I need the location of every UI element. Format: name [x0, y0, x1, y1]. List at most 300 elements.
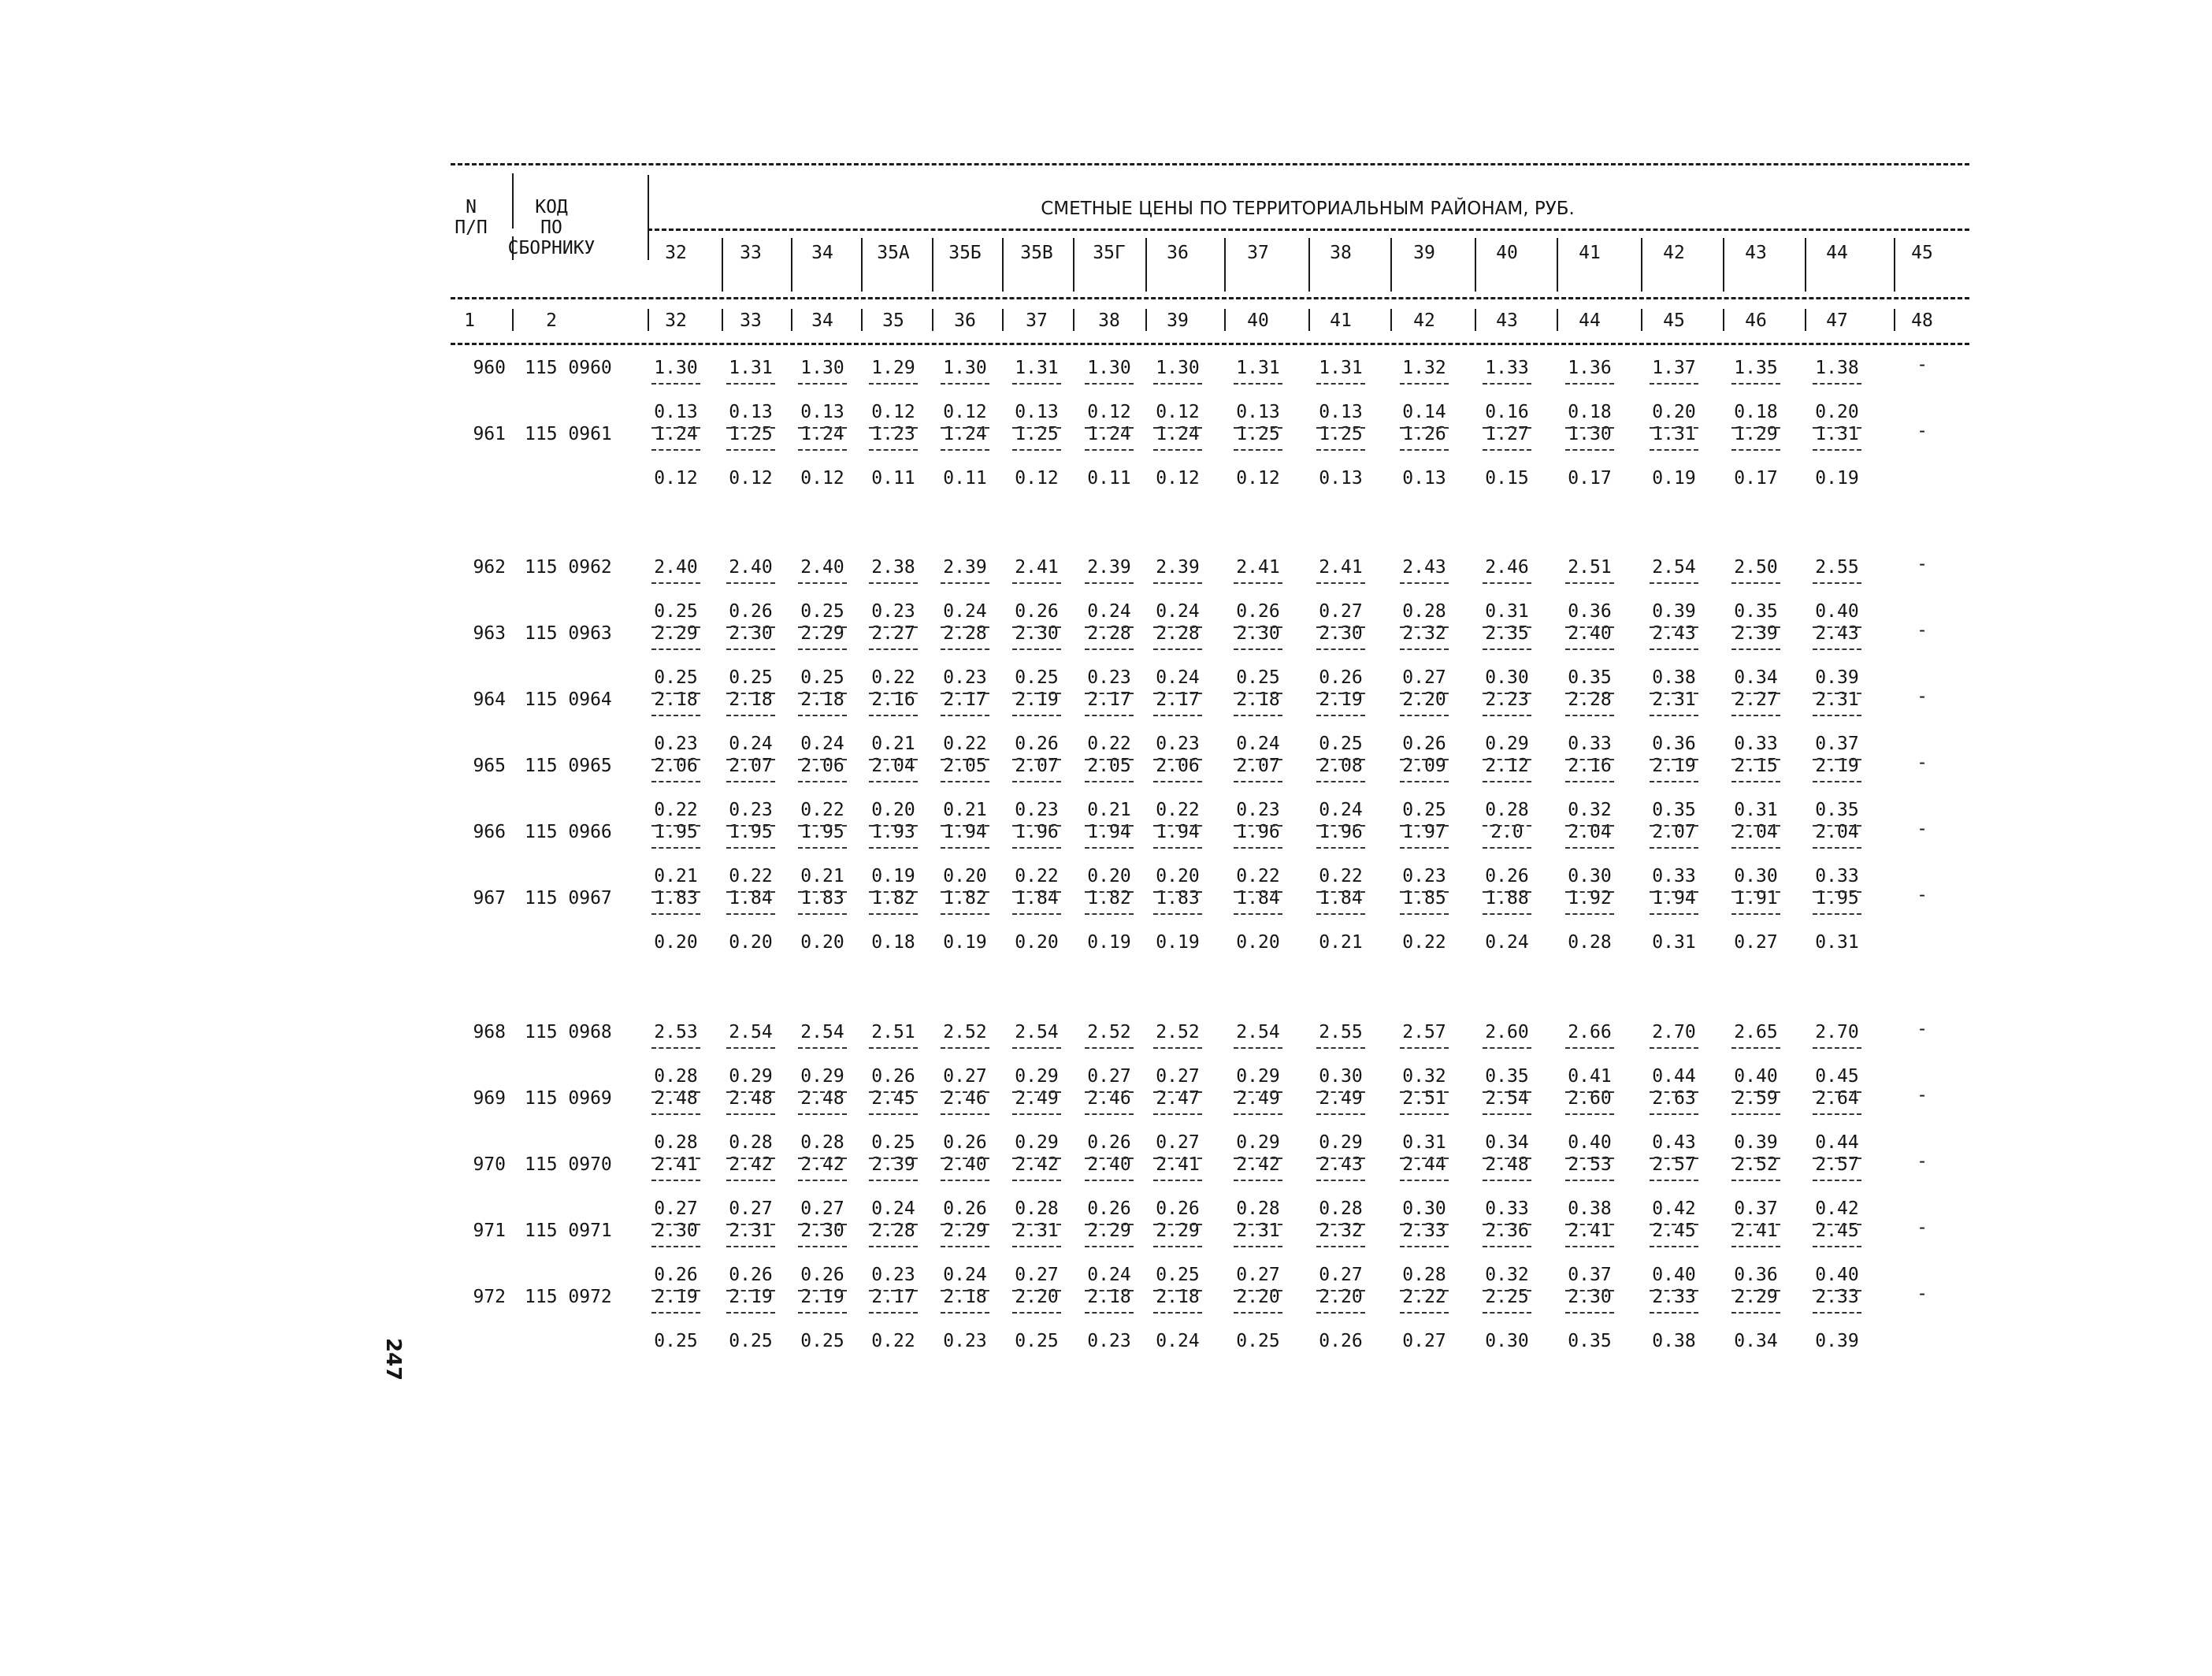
fraction-separator: [726, 626, 775, 628]
sub-value: 0.39: [1815, 667, 1859, 688]
fraction-separator: [1731, 715, 1780, 716]
fraction-separator: [1234, 847, 1282, 849]
fraction-separator: [798, 1312, 847, 1314]
fraction-separator: [1400, 847, 1449, 849]
sub-value: 0.27: [654, 1198, 698, 1219]
fraction-separator: [1813, 759, 1861, 760]
fraction-separator: [1234, 648, 1282, 650]
sub-value: 0.44: [1815, 1132, 1859, 1153]
fraction-separator: [941, 891, 989, 893]
fraction-separator: [869, 1113, 918, 1115]
region-num-divider: [861, 309, 863, 331]
sub-value: 0.22: [1156, 800, 1200, 820]
price-value: 1.32: [1402, 358, 1446, 378]
price-value: 2.50: [1734, 557, 1778, 578]
sub-value: 0.13: [1236, 402, 1280, 422]
region-header-42: 42: [1663, 243, 1685, 263]
sub-value: 0.35: [1485, 1066, 1529, 1087]
divider-code-prices: [648, 175, 649, 260]
price-value: 2.18: [1087, 1287, 1131, 1307]
fraction-separator: [869, 715, 918, 716]
fraction-separator: [798, 449, 847, 451]
fraction-separator: [726, 847, 775, 849]
price-value: 2.12: [1485, 756, 1529, 776]
sub-value: 0.28: [800, 1132, 844, 1153]
price-value: 1.31: [729, 358, 773, 378]
fraction-separator: [1012, 1113, 1061, 1115]
page-number: 247: [381, 1338, 405, 1381]
price-value: 1.30: [654, 358, 698, 378]
sub-value: 0.27: [1402, 667, 1446, 688]
fraction-separator: [1813, 693, 1861, 694]
sub-value: 0.26: [1319, 1331, 1363, 1351]
sub-value: 0.22: [1402, 932, 1446, 953]
fraction-separator: [1483, 1246, 1531, 1247]
fraction-separator: [1565, 847, 1614, 849]
price-value: 2.45: [1652, 1221, 1696, 1241]
sub-value: 0.31: [1402, 1132, 1446, 1153]
sub-value: 0.12: [1156, 468, 1200, 489]
fraction-separator: [651, 1047, 700, 1049]
price-value: 2.54: [1015, 1022, 1059, 1042]
price-value-45: -: [1917, 620, 1928, 641]
sub-value: 0.40: [1734, 1066, 1778, 1087]
sub-value: 0.25: [1015, 667, 1059, 688]
fraction-separator: [1085, 1180, 1134, 1181]
sub-value: 0.29: [1319, 1132, 1363, 1153]
price-value: 2.52: [1156, 1022, 1200, 1042]
fraction-separator: [798, 1246, 847, 1247]
region-header-45: 45: [1911, 243, 1933, 263]
fraction-separator: [651, 427, 700, 429]
price-value: 2.46: [1087, 1088, 1131, 1109]
sub-value: 0.26: [729, 1265, 773, 1285]
region-num-divider: [932, 309, 933, 331]
sub-value: 0.34: [1734, 667, 1778, 688]
sub-value: 0.32: [1568, 800, 1612, 820]
fraction-separator: [1012, 1180, 1061, 1181]
sub-value: 0.20: [654, 932, 698, 953]
sub-value: 0.13: [729, 402, 773, 422]
sub-value: 0.24: [1156, 667, 1200, 688]
sub-value: 0.21: [1087, 800, 1131, 820]
sub-value: 0.23: [1402, 866, 1446, 886]
sub-value: 0.30: [1485, 1331, 1529, 1351]
sub-value: 0.37: [1568, 1265, 1612, 1285]
sub-value: 0.19: [1815, 468, 1859, 489]
fraction-separator: [1085, 693, 1134, 694]
sub-value: 0.33: [1652, 866, 1696, 886]
fraction-separator: [1400, 582, 1449, 584]
column-number: 42: [1413, 310, 1435, 331]
fraction-separator: [1731, 1047, 1780, 1049]
price-value: 2.48: [729, 1088, 773, 1109]
price-value: 2.16: [1568, 756, 1612, 776]
sub-value: 0.21: [654, 866, 698, 886]
sub-value: 0.24: [1156, 601, 1200, 622]
fraction-separator: [1153, 759, 1202, 760]
fraction-separator: [651, 383, 700, 385]
fraction-separator: [1650, 781, 1698, 782]
sub-value: 0.24: [1485, 932, 1529, 953]
fraction-separator: [1400, 1113, 1449, 1115]
price-value: 1.33: [1485, 358, 1529, 378]
row-number: 964: [473, 689, 506, 710]
price-value: 1.30: [800, 358, 844, 378]
fraction-separator: [726, 1047, 775, 1049]
price-value: 1.92: [1568, 888, 1612, 909]
fraction-separator: [869, 759, 918, 760]
fraction-separator: [1153, 913, 1202, 915]
price-value-45: -: [1917, 1217, 1928, 1238]
fraction-separator: [726, 891, 775, 893]
fraction-separator: [1234, 1113, 1282, 1115]
price-value: 1.24: [1156, 424, 1200, 444]
row-number: 961: [473, 424, 506, 444]
price-value: 1.38: [1815, 358, 1859, 378]
fraction-separator: [1813, 781, 1861, 782]
fraction-separator: [1565, 1091, 1614, 1093]
fraction-separator: [651, 582, 700, 584]
fraction-separator: [1153, 715, 1202, 716]
fraction-separator: [1234, 383, 1282, 385]
sub-value: 0.43: [1652, 1132, 1696, 1153]
fraction-separator: [869, 1047, 918, 1049]
region-header-36: 36: [1167, 243, 1189, 263]
price-value-45: -: [1917, 885, 1928, 905]
sub-value: 0.23: [729, 800, 773, 820]
region-num-divider: [1723, 309, 1724, 331]
region-num-divider: [1390, 309, 1392, 331]
fraction-separator: [1316, 582, 1365, 584]
price-value: 2.30: [800, 1221, 844, 1241]
fraction-separator: [1731, 1290, 1780, 1291]
fraction-separator: [1085, 715, 1134, 716]
sub-value: 0.33: [1568, 734, 1612, 754]
price-value: 2.25: [1485, 1287, 1529, 1307]
fraction-separator: [798, 1113, 847, 1115]
sub-value: 0.24: [1087, 601, 1131, 622]
price-value: 1.95: [654, 822, 698, 842]
sub-value: 0.24: [871, 1198, 915, 1219]
price-value: 2.06: [800, 756, 844, 776]
column-header-code: ПО: [540, 217, 562, 238]
fraction-separator: [1650, 1047, 1698, 1049]
price-value: 2.42: [1015, 1154, 1059, 1175]
sub-value: 0.38: [1652, 1331, 1696, 1351]
fraction-separator: [1650, 582, 1698, 584]
fraction-separator: [1565, 1290, 1614, 1291]
price-value-45: -: [1917, 1085, 1928, 1106]
fraction-separator: [1650, 383, 1698, 385]
fraction-separator: [651, 891, 700, 893]
sub-value: 0.25: [800, 601, 844, 622]
fraction-separator: [1813, 1047, 1861, 1049]
sub-value: 0.32: [1402, 1066, 1446, 1087]
sub-value: 0.26: [871, 1066, 915, 1087]
region-header-38: 38: [1330, 243, 1352, 263]
price-value-45: -: [1917, 1151, 1928, 1172]
fraction-separator: [726, 693, 775, 694]
price-value: 2.41: [1734, 1221, 1778, 1241]
fraction-separator: [1565, 648, 1614, 650]
header-bottom-rule: [451, 343, 1969, 345]
sub-value: 0.26: [1015, 601, 1059, 622]
sub-value: 0.25: [654, 601, 698, 622]
column-number: 41: [1330, 310, 1352, 331]
sub-value: 0.24: [1087, 1265, 1131, 1285]
price-value: 2.30: [1319, 623, 1363, 644]
fraction-separator: [941, 648, 989, 650]
fraction-separator: [1234, 1290, 1282, 1291]
fraction-separator: [1085, 648, 1134, 650]
fraction-separator: [726, 759, 775, 760]
price-value: 2.39: [1734, 623, 1778, 644]
fraction-separator: [1012, 449, 1061, 451]
fraction-separator: [869, 693, 918, 694]
price-value: 2.42: [1236, 1154, 1280, 1175]
price-value: 2.28: [1568, 689, 1612, 710]
fraction-separator: [1813, 626, 1861, 628]
fraction-separator: [798, 693, 847, 694]
price-value: 1.94: [943, 822, 987, 842]
region-header-34: 34: [811, 243, 833, 263]
region-divider: [1390, 238, 1392, 292]
price-value: 2.19: [654, 1287, 698, 1307]
fraction-separator: [1316, 1312, 1365, 1314]
row-code: 115 0964: [525, 689, 612, 710]
fraction-separator: [1731, 1158, 1780, 1159]
price-value: 1.82: [943, 888, 987, 909]
fraction-separator: [941, 582, 989, 584]
price-value: 1.26: [1402, 424, 1446, 444]
fraction-separator: [1400, 1091, 1449, 1093]
sub-value: 0.40: [1815, 601, 1859, 622]
fraction-separator: [1012, 891, 1061, 893]
price-value: 2.16: [871, 689, 915, 710]
fraction-separator: [1483, 427, 1531, 429]
price-value: 2.27: [871, 623, 915, 644]
price-value: 1.31: [1236, 358, 1280, 378]
fraction-separator: [651, 1113, 700, 1115]
price-value: 2.41: [1568, 1221, 1612, 1241]
fraction-separator: [941, 449, 989, 451]
fraction-separator: [651, 715, 700, 716]
price-value: 1.24: [1087, 424, 1131, 444]
price-value: 2.64: [1815, 1088, 1859, 1109]
sub-value: 0.22: [729, 866, 773, 886]
fraction-separator: [1813, 1113, 1861, 1115]
price-value: 2.20: [1402, 689, 1446, 710]
fraction-separator: [1234, 1312, 1282, 1314]
fraction-separator: [726, 1113, 775, 1115]
price-value: 1.24: [943, 424, 987, 444]
fraction-separator: [1483, 1290, 1531, 1291]
fraction-separator: [1316, 759, 1365, 760]
price-value: 1.83: [800, 888, 844, 909]
row-code: 115 0968: [525, 1022, 612, 1042]
fraction-separator: [1012, 1091, 1061, 1093]
fraction-separator: [1813, 1091, 1861, 1093]
sub-value: 0.29: [1236, 1132, 1280, 1153]
fraction-separator: [1813, 1246, 1861, 1247]
fraction-separator: [869, 781, 918, 782]
price-value: 2.39: [871, 1154, 915, 1175]
fraction-separator: [1650, 1224, 1698, 1225]
sub-value: 0.11: [1087, 468, 1131, 489]
fraction-separator: [1650, 913, 1698, 915]
row-code: 115 0972: [525, 1287, 612, 1307]
region-num-divider: [1475, 309, 1476, 331]
price-value-45: -: [1917, 1019, 1928, 1039]
sub-value: 0.30: [1402, 1198, 1446, 1219]
price-value: 2.19: [729, 1287, 773, 1307]
fraction-separator: [869, 1224, 918, 1225]
row-code: 115 0966: [525, 822, 612, 842]
sub-value: 0.20: [1236, 932, 1280, 953]
fraction-separator: [1731, 891, 1780, 893]
fraction-separator: [1085, 847, 1134, 849]
fraction-separator: [1483, 825, 1531, 827]
sub-value: 0.23: [1087, 667, 1131, 688]
sub-value: 0.25: [1402, 800, 1446, 820]
fraction-separator: [1153, 781, 1202, 782]
sub-value: 0.27: [1156, 1132, 1200, 1153]
region-divider: [1224, 238, 1226, 292]
sub-value: 0.26: [1087, 1198, 1131, 1219]
fraction-separator: [1813, 913, 1861, 915]
fraction-separator: [1085, 1113, 1134, 1115]
sub-value: 0.29: [800, 1066, 844, 1087]
fraction-separator: [1085, 582, 1134, 584]
fraction-separator: [941, 1290, 989, 1291]
region-header-41: 41: [1579, 243, 1601, 263]
region-num-divider: [791, 309, 792, 331]
sub-value: 0.19: [1156, 932, 1200, 953]
price-value: 1.25: [1015, 424, 1059, 444]
sub-value: 0.28: [1015, 1198, 1059, 1219]
price-value: 1.30: [1156, 358, 1200, 378]
fraction-separator: [1650, 648, 1698, 650]
price-value: 2.28: [943, 623, 987, 644]
price-value: 2.70: [1652, 1022, 1696, 1042]
price-value: 1.88: [1485, 888, 1529, 909]
sub-value: 0.11: [871, 468, 915, 489]
fraction-separator: [798, 759, 847, 760]
fraction-separator: [1483, 626, 1531, 628]
sub-value: 0.23: [871, 1265, 915, 1285]
fraction-separator: [941, 913, 989, 915]
sub-value: 0.42: [1815, 1198, 1859, 1219]
price-value: 2.41: [1156, 1154, 1200, 1175]
fraction-separator: [726, 715, 775, 716]
sub-value: 0.12: [1087, 402, 1131, 422]
sub-value: 0.12: [729, 468, 773, 489]
fraction-separator: [1153, 648, 1202, 650]
price-value: 2.31: [1652, 689, 1696, 710]
price-value: 2.52: [943, 1022, 987, 1042]
sub-value: 0.27: [729, 1198, 773, 1219]
column-header-np: N: [466, 197, 477, 217]
fraction-separator: [1565, 1158, 1614, 1159]
fraction-separator: [1650, 1113, 1698, 1115]
price-value: 2.48: [654, 1088, 698, 1109]
price-value: 2.19: [800, 1287, 844, 1307]
fraction-separator: [1012, 781, 1061, 782]
sub-value: 0.20: [800, 932, 844, 953]
fraction-separator: [941, 427, 989, 429]
fraction-separator: [651, 1290, 700, 1291]
fraction-separator: [1400, 1047, 1449, 1049]
fraction-separator: [1153, 1113, 1202, 1115]
price-value: 2.54: [1652, 557, 1696, 578]
sub-value: 0.23: [1015, 800, 1059, 820]
region-header-35Б: 35Б: [948, 243, 982, 263]
fraction-separator: [1316, 1091, 1365, 1093]
fraction-separator: [1085, 383, 1134, 385]
fraction-separator: [1565, 913, 1614, 915]
fraction-separator: [1234, 715, 1282, 716]
column-number: 39: [1167, 310, 1189, 331]
fraction-separator: [1316, 648, 1365, 650]
price-value: 2.60: [1568, 1088, 1612, 1109]
price-value: 2.65: [1734, 1022, 1778, 1042]
region-divider: [791, 238, 792, 292]
fraction-separator: [1565, 1180, 1614, 1181]
fraction-separator: [1316, 781, 1365, 782]
price-value: 2.20: [1236, 1287, 1280, 1307]
fraction-separator: [1085, 891, 1134, 893]
column-number: 43: [1496, 310, 1518, 331]
price-value: 2.18: [943, 1287, 987, 1307]
fraction-separator: [651, 1246, 700, 1247]
price-value: 2.41: [654, 1154, 698, 1175]
fraction-separator: [1565, 693, 1614, 694]
fraction-separator: [1731, 913, 1780, 915]
price-value: 2.42: [800, 1154, 844, 1175]
price-value: 2.52: [1087, 1022, 1131, 1042]
sub-value: 0.37: [1734, 1198, 1778, 1219]
fraction-separator: [1650, 1290, 1698, 1291]
fraction-separator: [726, 648, 775, 650]
fraction-separator: [798, 383, 847, 385]
fraction-separator: [869, 891, 918, 893]
sub-value: 0.12: [1236, 468, 1280, 489]
sub-value: 0.26: [1087, 1132, 1131, 1153]
region-header-43: 43: [1745, 243, 1767, 263]
fraction-separator: [1012, 847, 1061, 849]
fraction-separator: [1565, 1312, 1614, 1314]
fraction-separator: [1234, 449, 1282, 451]
fraction-separator: [869, 1312, 918, 1314]
sub-value: 0.26: [1156, 1198, 1200, 1219]
sub-value: 0.30: [1319, 1066, 1363, 1087]
price-value: 1.27: [1485, 424, 1529, 444]
sub-value: 0.35: [1815, 800, 1859, 820]
row-number: 967: [473, 888, 506, 909]
fraction-separator: [1483, 1091, 1531, 1093]
fraction-separator: [1012, 626, 1061, 628]
price-value: 2.45: [871, 1088, 915, 1109]
fraction-separator: [1565, 1246, 1614, 1247]
price-value: 1.29: [1734, 424, 1778, 444]
sub-value: 0.28: [1236, 1198, 1280, 1219]
fraction-separator: [1400, 1312, 1449, 1314]
fraction-separator: [1400, 1224, 1449, 1225]
sub-value: 0.22: [800, 800, 844, 820]
sub-value: 0.26: [654, 1265, 698, 1285]
price-value: 2.53: [654, 1022, 698, 1042]
